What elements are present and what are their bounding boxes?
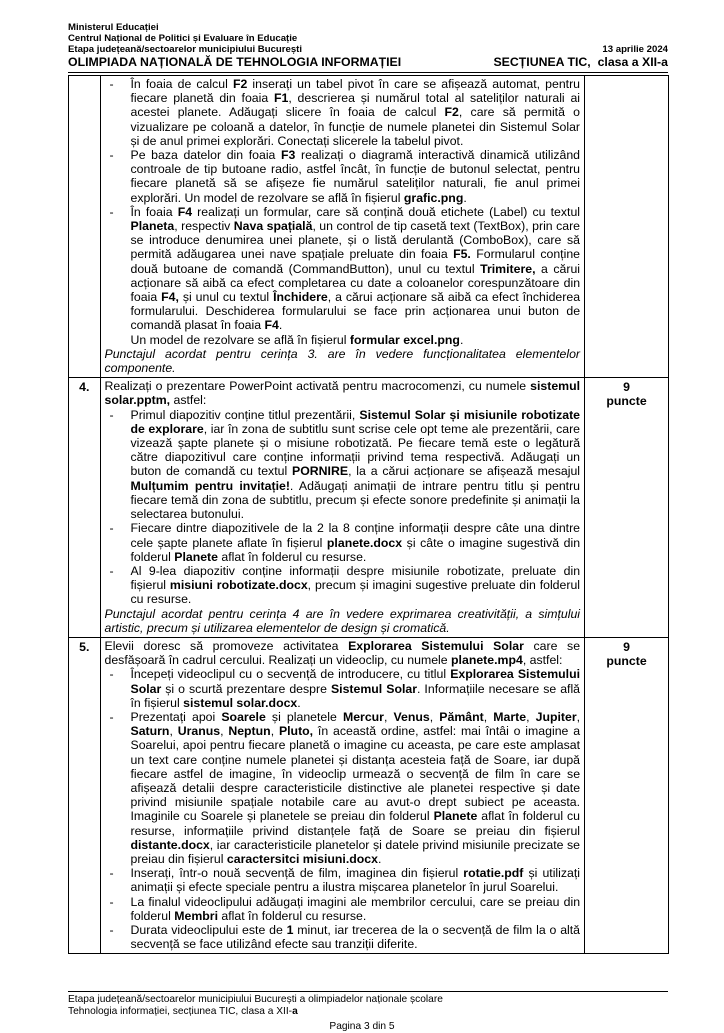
task-intro: Realizați o prezentare PowerPoint activată pentru macrocomenzi, cu numele sistemul solar.pptm, astfel: (104, 379, 581, 408)
exam-date: 13 aprilie 2024 (602, 44, 668, 55)
ministry-name: Ministerul Educației (68, 22, 159, 33)
list-item: - În foaia de calcul F2 inserați un tabel pivot în care se afișează automat, pentru fiecare planetă din foaia F1, descrierea și numărul total al sateliților naturali ai acestei planete. Adăugați slicere în foaia de calcul F2, care să permită o vizualizare pe coloană a datelor, în funcție de numele planetei din Sistemul Solar și de anul primei explorări. Conectați slicerele la tabelul pivot. (105, 77, 581, 148)
task-points (585, 637, 669, 953)
list-item: - Al 9-lea diapozitiv conține informații despre misiunile robotizate, preluate din fișierul misiuni robotizate.docx, precum și imagini sugestive preluate din folderul cu resurse. (105, 564, 581, 607)
list-item: - Începeți videoclipul cu o secvență de introducere, cu titlul Explorarea Sistemului Solar și o scurtă prezentare despre Sistemul Solar. Informațiile necesare se află în fișierul sistemul solar.docx. (105, 667, 581, 710)
center-name: Centrul Național de Politici și Evaluare în Educație (68, 33, 298, 44)
points-unit: puncte (606, 394, 647, 409)
list-item: - Prezentați apoi Soarele și planetele Mercur, Venus, Pământ, Marte, Jupiter, Saturn, Uranus, Neptun, Pluto, în această ordine, astfel: mai întâi o imagine a Soarelui, apoi pentru fiecare planetă o imagine cu aceasta, pe care este amplasat un text care conține numele planetei și distanța acesteia față de Soare, iar după fiecare astfel de imagine, în videoclip urmează o secvență de film în care se afișează detalii despre caracteristicile distinctive ale planetei respective și date privind misiunile spațiale notabile care au avut-o drept subiect pe aceasta. Imaginile cu Soarele și planetele se preiau din folderul Planete aflat în folderul cu resurse, informațiile privind distanțele față de Soare se preiau din fișierul distante.docx, iar caracteristicile planetelor și datele privind misiunile precizate se preiau din fișierul caractersitci misiuni.docx. (105, 710, 581, 866)
model-note: Un model de rezolvare se află în fișierul formular excel.png. (130, 332, 464, 347)
scoring-note: Punctajul acordat pentru cerința 3. are în vedere funcționalitatea elementelor componente. (104, 346, 581, 376)
task-points-cell (585, 76, 669, 378)
list-item: - Durata videoclipului este de 1 minut, iar trecerea de la o secvență de film la o altă secvență se face utilizând efecte sau tranziții diferite. (105, 923, 581, 951)
header-rule (68, 72, 668, 73)
olympiad-title: OLIMPIADA NAȚIONALĂ DE TEHNOLOGIA INFORMAȚIEI (68, 55, 402, 69)
section-name: SECȚIUNEA TIC, (493, 55, 591, 69)
task-4-row (69, 378, 669, 638)
section-class: clasa a XII-a (597, 55, 668, 69)
page-number: Pagina 3 din 5 (329, 1021, 395, 1032)
footer-rule (68, 991, 668, 992)
task-number-cell (69, 76, 101, 378)
stage-name: Etapa județeană/sectoarelor municipiului București (68, 44, 303, 55)
task-intro: Elevii doresc să promoveze activitatea Explorarea Sistemului Solar care se desfășoară în cadrul cercului. Realizați un videoclip, cu numele planete.mp4, astfel: (104, 638, 581, 668)
footer-stage: Etapa județeană/sectoarelor municipiului București a olimpiadelor naționale școlare (68, 994, 443, 1005)
task-text-cell (100, 76, 585, 378)
list-item: - Primul diapozitiv conține titlul prezentării, Sistemul Solar și misiunile robotizate de explorare, iar în zona de subtitlu sunt scrise cele opt teme ale prezentării, care vizează șapte planete și o misiune robotizată. Pe fiecare temă este o legătură către diapozitivul care conține informații privind tema respectivă. Adăugați un buton de comandă cu textul PORNIRE, la a cărui acționare se afișează mesajul Mulțumim pentru invitație!. Adăugați animații de intrare pentru titlu și pentru fiecare temă din zona de subtitlu, precum și efecte sonore predefinite și animații la selectarea butonului. (105, 408, 581, 522)
title-row (68, 55, 668, 69)
points-value: 9 (623, 380, 630, 395)
list-item: - Pe baza datelor din foaia F3 realizați o diagramă interactivă dinamică utilizând controale de tip butoane radio, astfel încât, în funcție de butonul selectat, pentru fiecare planetă să se afișeze fie numărul sateliților naturali, fie anul primei explorări. Un model de rezolvare se află în fișierul grafic.png. (105, 148, 581, 205)
list-item: - Fiecare dintre diapozitivele de la 2 la 8 conține informații despre câte una dintre cele șapte planete aflate în fișierul planete.docx și câte o imagine sugestivă din folderul Planete aflat în folderul cu resurse. (105, 521, 581, 564)
points-unit: puncte (606, 654, 647, 669)
scoring-note: Punctajul acordat pentru cerința 4 are în vedere exprimarea creativității, a simțului artistic, precum și utilizarea elementelor de design și cromatică. (104, 606, 581, 635)
task-text-cell (100, 637, 585, 953)
section-label (493, 55, 668, 69)
task-points (585, 378, 669, 638)
tasks-table (68, 75, 669, 954)
list-item: - La finalul videoclipului adăugați imagini ale membrilor cercului, care se preiau din folderul Membri aflat în folderul cu resurse. (105, 895, 581, 923)
list-item: - În foaia F4 realizați un formular, care să conțină două etichete (Label) cu textul Planeta, respectiv Nava spațială, un control de tip casetă text (TextBox), prin care se introduce denumirea unei planete, și o listă derulantă (ComboBox), care să permită adăugarea unei nave spațiale preluate din foaia F5. Formularul conține două butoane de comandă (CommandButton), unul cu textul Trimitere, a cărui acționare să aibă ca efect completarea cu date a coloanelor corespunzătoare din foaia F4, și unul cu textul Închidere, a cărui acționare să aibă ca efect închiderea formularului. Deschiderea formularului se face prin acționarea unui buton de comandă plasat în foaia F4. (105, 205, 581, 333)
points-value: 9 (623, 639, 630, 654)
stage-row (68, 44, 668, 55)
task-3-continuation-row (69, 76, 669, 378)
task-number: 4. (69, 378, 101, 638)
footer-subject: Tehnologia informației, secțiunea TIC, clasa a XII-a (68, 1006, 298, 1017)
task-5-row (69, 637, 669, 953)
task-number: 5. (69, 637, 101, 953)
page-footer (68, 994, 443, 1018)
list-item: - Inserați, într-o nouă secvență de film, imaginea din fișierul rotatie.pdf și utilizați animații și efecte speciale pentru a ilustra mișcarea planetelor în jurul Soarelui. (105, 866, 581, 894)
task-text-cell (100, 378, 585, 638)
page-header (68, 22, 668, 69)
